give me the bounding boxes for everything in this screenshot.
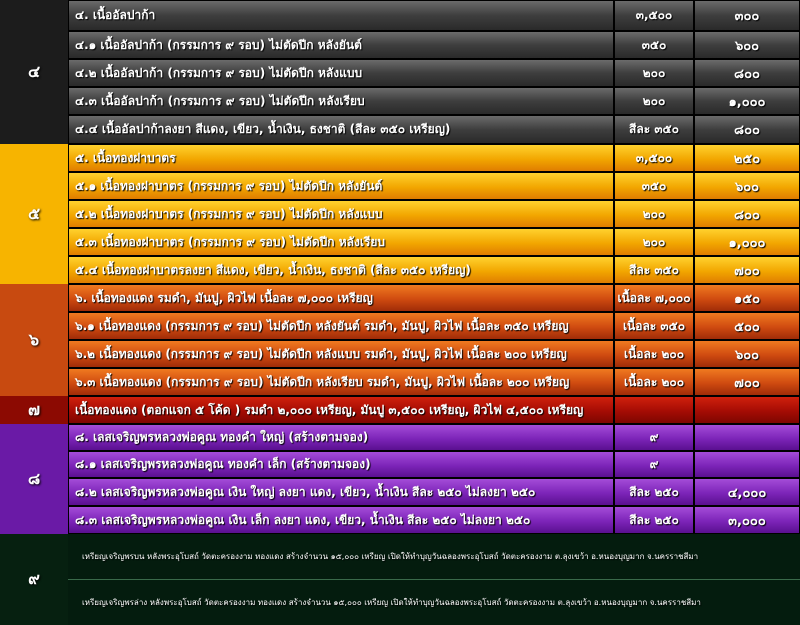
qty-cell: ๙ bbox=[614, 451, 694, 478]
qty-cell: ๒๐๐ bbox=[614, 59, 694, 87]
item-cell: ๖.๑ เนื้อทองแดง (กรรมการ ๙ รอบ) ไม่ตัดปีก หลังยันต์ รมดำ, มันปู, ผิวไฟ เนื้อละ ๓๕๐ เหรียญ bbox=[68, 312, 614, 340]
qty-cell: ๒๐๐ bbox=[614, 200, 694, 228]
group-number: ๖ bbox=[0, 284, 68, 396]
group-6 bbox=[0, 284, 800, 396]
price-cell: ๑,๐๐๐ bbox=[694, 87, 800, 115]
table-row bbox=[68, 59, 800, 87]
table-row bbox=[68, 87, 800, 115]
note-text: เหรียญเจริญพรล่าง หลังพระอุโบสถ์ วัดตะครองงาม ทองแดง สร้างจำนวน ๑๕,๐๐๐ เหรียญ เปิดให้ทำบุญวันฉลองพระอุโบสถ์ วัดตะครองงาม ต.ลุงเขว้า อ.หนองบุญมาก จ.นครราชสีมา bbox=[68, 580, 800, 625]
price-cell bbox=[694, 451, 800, 478]
note-row bbox=[68, 580, 800, 625]
table-row bbox=[68, 424, 800, 451]
item-cell: ๔.๒ เนื้ออัลปาก้า (กรรมการ ๙ รอบ) ไม่ตัดปีก หลังแบบ bbox=[68, 59, 614, 87]
qty-cell: ๓๕๐ bbox=[614, 31, 694, 59]
group-number: ๕ bbox=[0, 144, 68, 284]
price-cell: ๔,๐๐๐ bbox=[694, 478, 800, 506]
item-cell: ๔. เนื้ออัลปาก้า bbox=[68, 0, 614, 31]
price-cell: ๓,๐๐๐ bbox=[694, 506, 800, 534]
item-cell: ๘. เลสเจริญพรหลวงพ่อคูณ ทองคำ ใหญ่ (สร้างตามจอง) bbox=[68, 424, 614, 451]
table-row bbox=[68, 506, 800, 534]
qty-cell: ๒๐๐ bbox=[614, 87, 694, 115]
item-cell: ๔.๓ เนื้ออัลปาก้า (กรรมการ ๙ รอบ) ไม่ตัดปีก หลังเรียบ bbox=[68, 87, 614, 115]
item-cell: ๕.๓ เนื้อทองฝาบาตร (กรรมการ ๙ รอบ) ไม่ตัดปีก หลังเรียบ bbox=[68, 228, 614, 256]
price-cell: ๓๐๐ bbox=[694, 0, 800, 31]
group-7 bbox=[0, 396, 800, 424]
price-cell: ๒๕๐ bbox=[694, 144, 800, 172]
item-cell: ๖.๓ เนื้อทองแดง (กรรมการ ๙ รอบ) ไม่ตัดปีก หลังเรียบ รมดำ, มันปู, ผิวไฟ เนื้อละ ๒๐๐ เหรียญ bbox=[68, 368, 614, 396]
price-cell: ๖๐๐ bbox=[694, 340, 800, 368]
price-cell: ๖๐๐ bbox=[694, 31, 800, 59]
price-cell: ๑๕๐ bbox=[694, 284, 800, 312]
group-number: ๔ bbox=[0, 0, 68, 144]
price-cell: ๑,๐๐๐ bbox=[694, 228, 800, 256]
qty-cell: สีละ ๒๕๐ bbox=[614, 506, 694, 534]
qty-cell: ๒๐๐ bbox=[614, 228, 694, 256]
item-cell: ๘.๓ เลสเจริญพรหลวงพ่อคูณ เงิน เล็ก ลงยา แดง, เขียว, น้ำเงิน สีละ ๒๕๐ ไม่ลงยา ๒๕๐ bbox=[68, 506, 614, 534]
table-row bbox=[68, 396, 800, 424]
table-row bbox=[68, 368, 800, 396]
table-row bbox=[68, 115, 800, 144]
table-row bbox=[68, 312, 800, 340]
qty-cell: เนื้อละ ๒๐๐ bbox=[614, 340, 694, 368]
item-cell: ๘.๒ เลสเจริญพรหลวงพ่อคูณ เงิน ใหญ่ ลงยา แดง, เขียว, น้ำเงิน สีละ ๒๕๐ ไม่ลงยา ๒๕๐ bbox=[68, 478, 614, 506]
item-cell: ๖.๒ เนื้อทองแดง (กรรมการ ๙ รอบ) ไม่ตัดปีก หลังแบบ รมดำ, มันปู, ผิวไฟ เนื้อละ ๒๐๐ เหรียญ bbox=[68, 340, 614, 368]
qty-cell: สีละ ๒๕๐ bbox=[614, 478, 694, 506]
group-8 bbox=[0, 424, 800, 534]
item-cell: ๔.๔ เนื้ออัลปาก้าลงยา สีแดง, เขียว, น้ำเงิน, ธงชาติ (สีละ ๓๕๐ เหรียญ) bbox=[68, 115, 614, 144]
table-row bbox=[68, 451, 800, 478]
price-cell: ๘๐๐ bbox=[694, 59, 800, 87]
table-row bbox=[68, 478, 800, 506]
qty-cell: เนื้อละ ๒๐๐ bbox=[614, 368, 694, 396]
qty-cell: ๓,๕๐๐ bbox=[614, 144, 694, 172]
qty-cell: เนื้อละ ๓๕๐ bbox=[614, 312, 694, 340]
price-cell: ๘๐๐ bbox=[694, 200, 800, 228]
qty-cell: เนื้อละ ๗,๐๐๐ bbox=[614, 284, 694, 312]
group-number: ๘ bbox=[0, 424, 68, 534]
qty-cell: สีละ ๓๕๐ bbox=[614, 256, 694, 284]
table-row bbox=[68, 284, 800, 312]
table-row bbox=[68, 256, 800, 284]
table-row bbox=[68, 200, 800, 228]
price-cell: ๘๐๐ bbox=[694, 115, 800, 144]
table-row bbox=[68, 31, 800, 59]
qty-cell bbox=[614, 396, 694, 424]
note-text: เหรียญเจริญพรบน หลังพระอุโบสถ์ วัดตะครองงาม ทองแดง สร้างจำนวน ๑๕,๐๐๐ เหรียญ เปิดให้ทำบุญวันฉลองพระอุโบสถ์ วัดตะครองงาม ต.ลุงเขว้า อ.หนองบุญมาก จ.นครราชสีมา bbox=[68, 534, 800, 579]
qty-cell: ๓๕๐ bbox=[614, 172, 694, 200]
item-cell: ๔.๑ เนื้ออัลปาก้า (กรรมการ ๙ รอบ) ไม่ตัดปีก หลังยันต์ bbox=[68, 31, 614, 59]
item-cell: ๕.๒ เนื้อทองฝาบาตร (กรรมการ ๙ รอบ) ไม่ตัดปีก หลังแบบ bbox=[68, 200, 614, 228]
group-number: ๙ bbox=[0, 534, 68, 625]
table-row bbox=[68, 144, 800, 172]
price-cell: ๖๐๐ bbox=[694, 172, 800, 200]
item-cell: ๘.๑ เลสเจริญพรหลวงพ่อคูณ ทองคำ เล็ก (สร้างตามจอง) bbox=[68, 451, 614, 478]
table-row bbox=[68, 228, 800, 256]
item-cell: ๕.๔ เนื้อทองฝาบาตรลงยา สีแดง, เขียว, น้ำเงิน, ธงชาติ (สีละ ๓๕๐ เหรียญ) bbox=[68, 256, 614, 284]
item-cell: เนื้อทองแดง (ตอกแจก ๕ โค้ด ) รมดำ ๒,๐๐๐ เหรียญ, มันปู ๓,๕๐๐ เหรียญ, ผิวไฟ ๔,๕๐๐ เหรียญ bbox=[68, 396, 614, 424]
price-cell: ๗๐๐ bbox=[694, 368, 800, 396]
qty-cell: ๓,๕๐๐ bbox=[614, 0, 694, 31]
item-cell: ๕.๑ เนื้อทองฝาบาตร (กรรมการ ๙ รอบ) ไม่ตัดปีก หลังยันต์ bbox=[68, 172, 614, 200]
item-cell: ๖. เนื้อทองแดง รมดำ, มันปู, ผิวไฟ เนื้อละ ๗,๐๐๐ เหรียญ bbox=[68, 284, 614, 312]
table-row bbox=[68, 340, 800, 368]
qty-cell: สีละ ๓๕๐ bbox=[614, 115, 694, 144]
group-9 bbox=[0, 534, 800, 625]
price-cell: ๗๐๐ bbox=[694, 256, 800, 284]
table-row bbox=[68, 172, 800, 200]
price-cell bbox=[694, 396, 800, 424]
qty-cell: ๙ bbox=[614, 424, 694, 451]
item-cell: ๕. เนื้อทองฝาบาตร bbox=[68, 144, 614, 172]
group-number: ๗ bbox=[0, 396, 68, 424]
price-cell bbox=[694, 424, 800, 451]
table-row bbox=[68, 0, 800, 31]
price-cell: ๕๐๐ bbox=[694, 312, 800, 340]
group-5 bbox=[0, 144, 800, 284]
note-row bbox=[68, 534, 800, 579]
group-4 bbox=[0, 0, 800, 144]
